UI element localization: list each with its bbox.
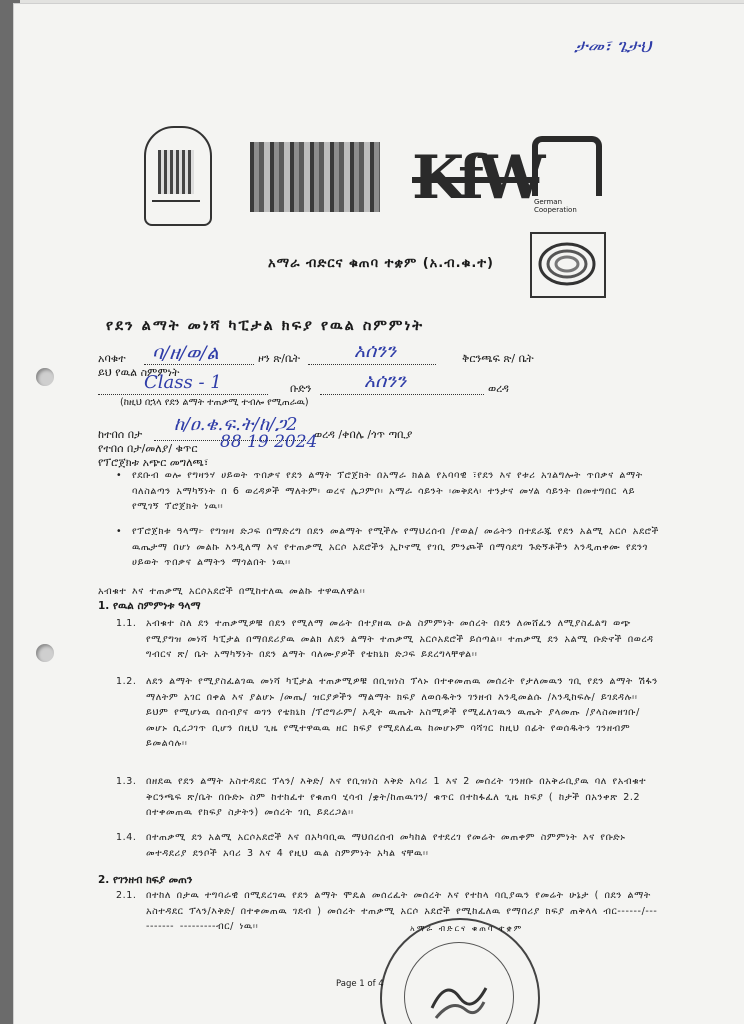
item-1-2-text: ለደን ልማት የሚያስፈልገዉ መነሻ ካፒታል ተጠቃሚዎቹ በቢዝነስ ፕላኑ በተቀመጠዉ መሰረት የታለመዉን ገቢ የደን ልማት ሽፋን ማለትም አገር በቀል እና ያልሆኑ /መጤ/ ዝርያዎችን ማልማት ክፍያ ለወሰዱትን ገንዘብ እንዲመልሱ /እንዲከፍሉ/ ይገደዳሉ፡፡ ይህም የሚሆነዉ በሰብያና ወገን የቴክኒክ /ፕሮግራም/ አዲት ዉጤት አስሚዎች የሚፈለገዉን ዉጤት ያላመጡ /ያላስመዘገቡ/ መሆኑ ሲረጋገጥ ቢሆን በዚህ ጊዜ የሚተዋዉዉ ዘር ክፍያ የሚደለፈዉ ከመሆኑም ባሻገር ከዚህ በፊት የወሰዱትን ገንዘብም ይመልሳሉ፡፡ xyxy=(146,676,658,750)
punch-hole-top xyxy=(36,368,54,386)
handwritten-site-value: ከ/ዐ.ቄ.ፍ.ት/ከ/ጋ2 xyxy=(174,414,298,435)
organization-name: አማራ ብድርና ቁጠባ ተቋም (አ.ብ.ቁ.ተ) xyxy=(268,256,494,271)
item-2-1-number: 2.1. xyxy=(116,890,137,901)
handwritten-group-value: አሰንን xyxy=(364,370,407,392)
field-label-agreement: ይህ የዉል ስምምነት xyxy=(98,366,180,379)
field-label-kebele: ወረዳ /ቀበሌ /ጎጥ ጣቢያ xyxy=(314,428,413,441)
kfw-logo: KfW xyxy=(412,143,540,213)
handwritten-zone-value: አሰንን xyxy=(354,340,397,362)
handwritten-site-id: 88 19 2024 xyxy=(220,432,318,452)
field-label-woreda: ወረዳ xyxy=(488,382,509,395)
page-number-footer: Page 1 of 4 xyxy=(336,979,384,989)
item-2-1-text: በተከለ በታዉ ተግባራዊ በሚደረገዉ የደን ልማት ሞዴል መሰረፈት መሰረት እና የተከላ ባቢያዉን የመሬት ሁኔታ ( በደን ልማት አስተዳደር ፕላን/እቅድ/ በተቀመጠዉ ገደብ ) መሰረት ተጠቃሚ አርሶ አደሮች የሚከፈለዉ የማበሪያ ክፍያ ጠቅላላ ብር------/---------- ---------ብር/ ነዉ፡፡ xyxy=(146,890,658,933)
punch-hole-bottom xyxy=(36,644,54,662)
project-summary-label: የፕሮጀክቱ አጭር መግለጫ፣ xyxy=(98,456,209,469)
project-bullet-2: የፕሮጀክቱ ዓላማ፦ የግዝዛ ድጋፍ በማድረግ በደን መልማት የሚችሉ የማህረሰብ /የወል/ መሬትን በተደራጁ የደን አልሚ አርሶ አደሮች ዉጤታማ በሆነ መልኩ እንዲለማ እና የተጠቃሚ አርሶ አደሮችን ኢኮኖሚ የገቢ ምንጮች በማሳደግ ጉድኝቶችን እንዲጠቀሙ የደንጎ ሀይወት ጥበቃና ልማትን ማጎልበት ነዉ፡፡ xyxy=(132,526,659,569)
project-bullet-1: የደቡብ ወሎ የግዛንሃ ሀይወት ጥበቃና የደን ልማት ፕሮጀክት በአማራ ክልል የአባባዊ ፣የደን እና የቱሪ አገልግሎት ጥበቃና ልማት ባለስልጣን አማካኝነት በ 6 ወረዳዎች ማለትም፡ ወረና ሌጋምቦ፡ አማራ ሳይንት ፡መቅደላ፡ ተንታና መሃል ሳይንት በመተግበር ላይ የሚገኝ ፕሮጀክት ነዉ፡፡ xyxy=(132,470,643,513)
field-label-site-id: የተበሰ በታ/መለያ/ ቁጥር xyxy=(98,442,198,455)
corner-handwriting: ታመ፣ ጌታህ xyxy=(574,36,652,57)
field-label-acsi: አባቁተ xyxy=(98,352,126,365)
section-2-title: 2. የገንዘብ ክፍያ መጠን xyxy=(98,874,193,886)
item-1-4-number: 1.4. xyxy=(116,832,137,843)
document-page xyxy=(14,4,744,1024)
item-1-1-number: 1.1. xyxy=(116,618,137,629)
german-cooperation-logo: German Cooperation xyxy=(532,136,612,216)
item-1-1-text: አብቁተ ስለ ደን ተጠቃሚዎቹ በደን የሚለማ መሬት በተያዘዉ ዑል ስምምነት መሰረት በደን ለመሸፈን ለሚያስፈልግ ወጭ የሚያግዝ መነሻ ካፒታል በማበደሪያዉ መልክ ለደን ልማት ተጠቃሚ አርሶአደሮች ይሰጣል፡፡ ተጠቃሚ ደን አልሚ ቡድኖች በወረዳ ግብርና ጽ/ ቤት አማካኝነት በደን ልማት ባለሙያዎች የቴክኒክ ድጋፍ ይደረግላቸዋል፡፡ xyxy=(146,618,654,661)
item-1-3-text: በዘደዉ የደን ልማት አስተዳደር ፕላን/ እቅድ/ እና የቢዝነስ እቅድ አባሪ 1 እና 2 መሰረት ገንዘቡ በአቅራቢያዉ ባለ የአብቁተ ቅርንጫፍ ጽ/ቤት በቡድኑ ስም ከተከፈተ የቁጠባ ሂሳብ /ቋት/ከጠዉገን/ ቁጥር በተከፋፈለ ጊዜ ክፍያ ( ከታች በአንቀጽ 2.2 በተቀመጠዉ የክፍያ ስታትን) መሰረት ገቢ ይደረጋል፡፡ xyxy=(146,776,647,819)
item-1-2-number: 1.2. xyxy=(116,676,137,687)
beneficiary-note: (ከዚህ በኋላ የደን ልማት ተጠቃሚ ተብሎ የሚጠራዉ) xyxy=(120,397,309,408)
item-1-3-number: 1.3. xyxy=(116,776,137,787)
acsi-logo xyxy=(530,232,606,298)
field-label-planting-site: ከተበሰ በታ xyxy=(98,428,143,441)
field-label-branch-office: ቅርንጫፍ ጽ/ ቤት xyxy=(462,352,534,365)
field-label-zone-office: ዞን ጽ/ቤት xyxy=(258,352,301,365)
government-emblem-logo xyxy=(144,126,212,226)
stamp-text: አማራ ብድርና ቁጠባ ተቋም xyxy=(410,924,524,933)
bullet-dot-1: • xyxy=(116,470,123,481)
bank-building-logo xyxy=(250,142,380,212)
bullet-dot-2: • xyxy=(116,526,123,537)
intro-line: አብቁተ እና ተጠቃሚ አርሶአደሮች በሚከተለዉ መልኩ ተዋዉለዋል፡፡ xyxy=(98,586,366,597)
handwritten-class-value: Class - 1 xyxy=(144,372,222,393)
item-1-4-text: በተጠቃሚ ደን አልሚ አርሶአደሮች እና በአካባቢዉ ማህበረሰብ መካከል የተደረገ የመሬት መጠቀም ስምምነት እና የቡድኑ መተዳደሪያ ደንቦች አባሪ 3 እና 4 የዚህ ዉል ስምምነት አካል ናቸዉ፡፡ xyxy=(146,832,626,859)
field-label-group: ቡድን xyxy=(290,382,312,395)
section-1-title: 1. የዉል ስምምነቱ ዓላማ xyxy=(98,600,201,612)
handwritten-acsi-value: ባ/ዘ/ወ/ል xyxy=(152,342,219,364)
document-title: የደን ልማት መነሻ ካፒታል ክፍያ የዉል ስምምነት xyxy=(106,318,425,334)
